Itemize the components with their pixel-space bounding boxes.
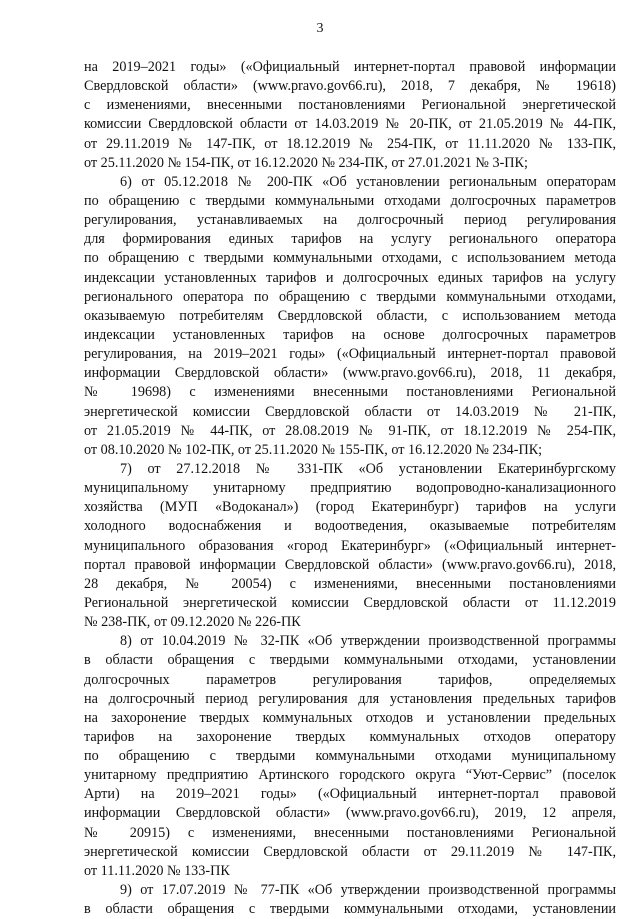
text-line: 7) от 27.12.2018 № 331-ПК «Об установлении Екатеринбургскому bbox=[120, 460, 616, 477]
text-line: от 25.11.2020 № 154-ПК, от 16.12.2020 № 234-ПК, от 27.01.2021 № 3-ПК; bbox=[84, 154, 528, 171]
text-line: в области обращения с твердыми коммунальными отходами, установлении bbox=[84, 652, 616, 669]
text-line: хозяйства (МУП «Водоканал») (город Екатеринбург) тарифов на услуги bbox=[84, 499, 616, 516]
document-body bbox=[84, 58, 616, 919]
text-line: № 238-ПК, от 09.12.2020 № 226-ПК bbox=[84, 614, 301, 631]
text-line: портал правовой информации Свердловской области» (www.pravo.gov66.ru), 2018, bbox=[84, 556, 616, 573]
text-line: по обращению с твердыми коммунальными отходами, с использованием метода bbox=[84, 250, 616, 267]
text-line: по обращению с твердыми коммунальными отходами муниципальному bbox=[84, 748, 616, 765]
text-line: на 2019–2021 годы» («Официальный интернет-портал правовой информации bbox=[84, 59, 616, 75]
text-line: индексации установленных тарифов и долгосрочных единых тарифов на услугу bbox=[84, 269, 616, 286]
text-line: регулирования, на 2019–2021 годы» («Официальный интернет-портал правовой bbox=[84, 346, 616, 363]
text-line: от 11.11.2020 № 133-ПК bbox=[84, 862, 230, 879]
text-line: 9) от 17.07.2019 № 77-ПК «Об утверждении производственной программы bbox=[120, 882, 616, 899]
text-line: Арти) на 2019–2021 годы» («Официальный интернет-портал правовой bbox=[84, 786, 616, 803]
text-line: комиссии Свердловской области от 14.03.2019 № 20-ПК, от 21.05.2019 № 44-ПК, bbox=[84, 116, 616, 133]
text-line: 28 декабря, № 20054) с изменениями, внесенными постановлениями bbox=[84, 575, 616, 592]
text-line: регулирования, устанавливаемых на долгосрочный период регулирования bbox=[84, 212, 616, 229]
text-line: № 19698) с изменениями внесенными постановлениями Региональной bbox=[84, 384, 616, 401]
text-line: 8) от 10.04.2019 № 32-ПК «Об утверждении производственной программы bbox=[120, 633, 616, 650]
text-line: муниципального образования «город Екатеринбург» («Официальный интернет- bbox=[84, 537, 616, 554]
text-line: регионального оператора по обращению с твердыми коммунальными отходами, bbox=[84, 288, 616, 305]
text-line: по обращению с твердыми коммунальными отходами долгосрочных параметров bbox=[84, 192, 616, 209]
text-line: долгосрочных параметров регулирования тарифов, определяемых bbox=[84, 671, 616, 688]
text-line: на захоронение твердых коммунальных отходов и установлении предельных bbox=[84, 709, 616, 726]
text-line: от 29.11.2019 № 147-ПК, от 18.12.2019 № 254-ПК, от 11.11.2020 № 133-ПК, bbox=[84, 135, 616, 152]
text-line: от 08.10.2020 № 102-ПК, от 25.11.2020 № 155-ПК, от 16.12.2020 № 234-ПК; bbox=[84, 441, 543, 458]
text-line: для формирования единых тарифов на услугу регионального оператора bbox=[84, 231, 616, 248]
text-line: на долгосрочный период регулирования для установления предельных тарифов bbox=[84, 690, 616, 707]
page-number: 3 bbox=[316, 21, 324, 36]
text-line: тарифов на захоронение твердых коммунальных отходов оператору bbox=[84, 728, 616, 745]
text-line: Свердловской области» (www.pravo.gov66.ru), 2018, 7 декабря, № 19618) bbox=[84, 78, 616, 95]
text-line: 6) от 05.12.2018 № 200-ПК «Об установлении региональным операторам bbox=[120, 173, 616, 190]
text-line: унитарному предприятию Артинского городского округа “Уют-Сервис” (поселок bbox=[84, 767, 616, 784]
text-line: оказываемую потребителям Свердловской области, с использованием метода bbox=[84, 307, 616, 324]
text-line: информации Свердловской области» (www.pravo.gov66.ru), 2019, 12 апреля, bbox=[84, 805, 616, 822]
text-line: от 21.05.2019 № 44-ПК, от 28.08.2019 № 91-ПК, от 18.12.2019 № 254-ПК, bbox=[84, 422, 616, 439]
text-line: муниципальному унитарному предприятию водопроводно-канализационного bbox=[84, 480, 616, 497]
text-line: холодного водоснабжения и водоотведения, оказываемые потребителям bbox=[84, 518, 616, 535]
text-line: в области обращения с твердыми коммунальными отходами, установлении bbox=[84, 901, 616, 918]
text-line: энергетической комиссии Свердловской области от 14.03.2019 № 21-ПК, bbox=[84, 403, 616, 420]
text-line: информации Свердловской области» (www.pravo.gov66.ru), 2018, 11 декабря, bbox=[84, 365, 616, 382]
text-line: № 20915) с изменениями, внесенными постановлениями Региональной bbox=[84, 824, 616, 841]
text-line: индексации установленных тарифов на основе долгосрочных параметров bbox=[84, 326, 616, 343]
text-line: Региональной энергетической комиссии Свердловской области от 11.12.2019 bbox=[84, 594, 616, 611]
text-line: энергетической комиссии Свердловской области от 29.11.2019 № 147-ПК, bbox=[84, 843, 616, 860]
text-line: с изменениями, внесенными постановлениями Региональной энергетической bbox=[84, 97, 616, 114]
